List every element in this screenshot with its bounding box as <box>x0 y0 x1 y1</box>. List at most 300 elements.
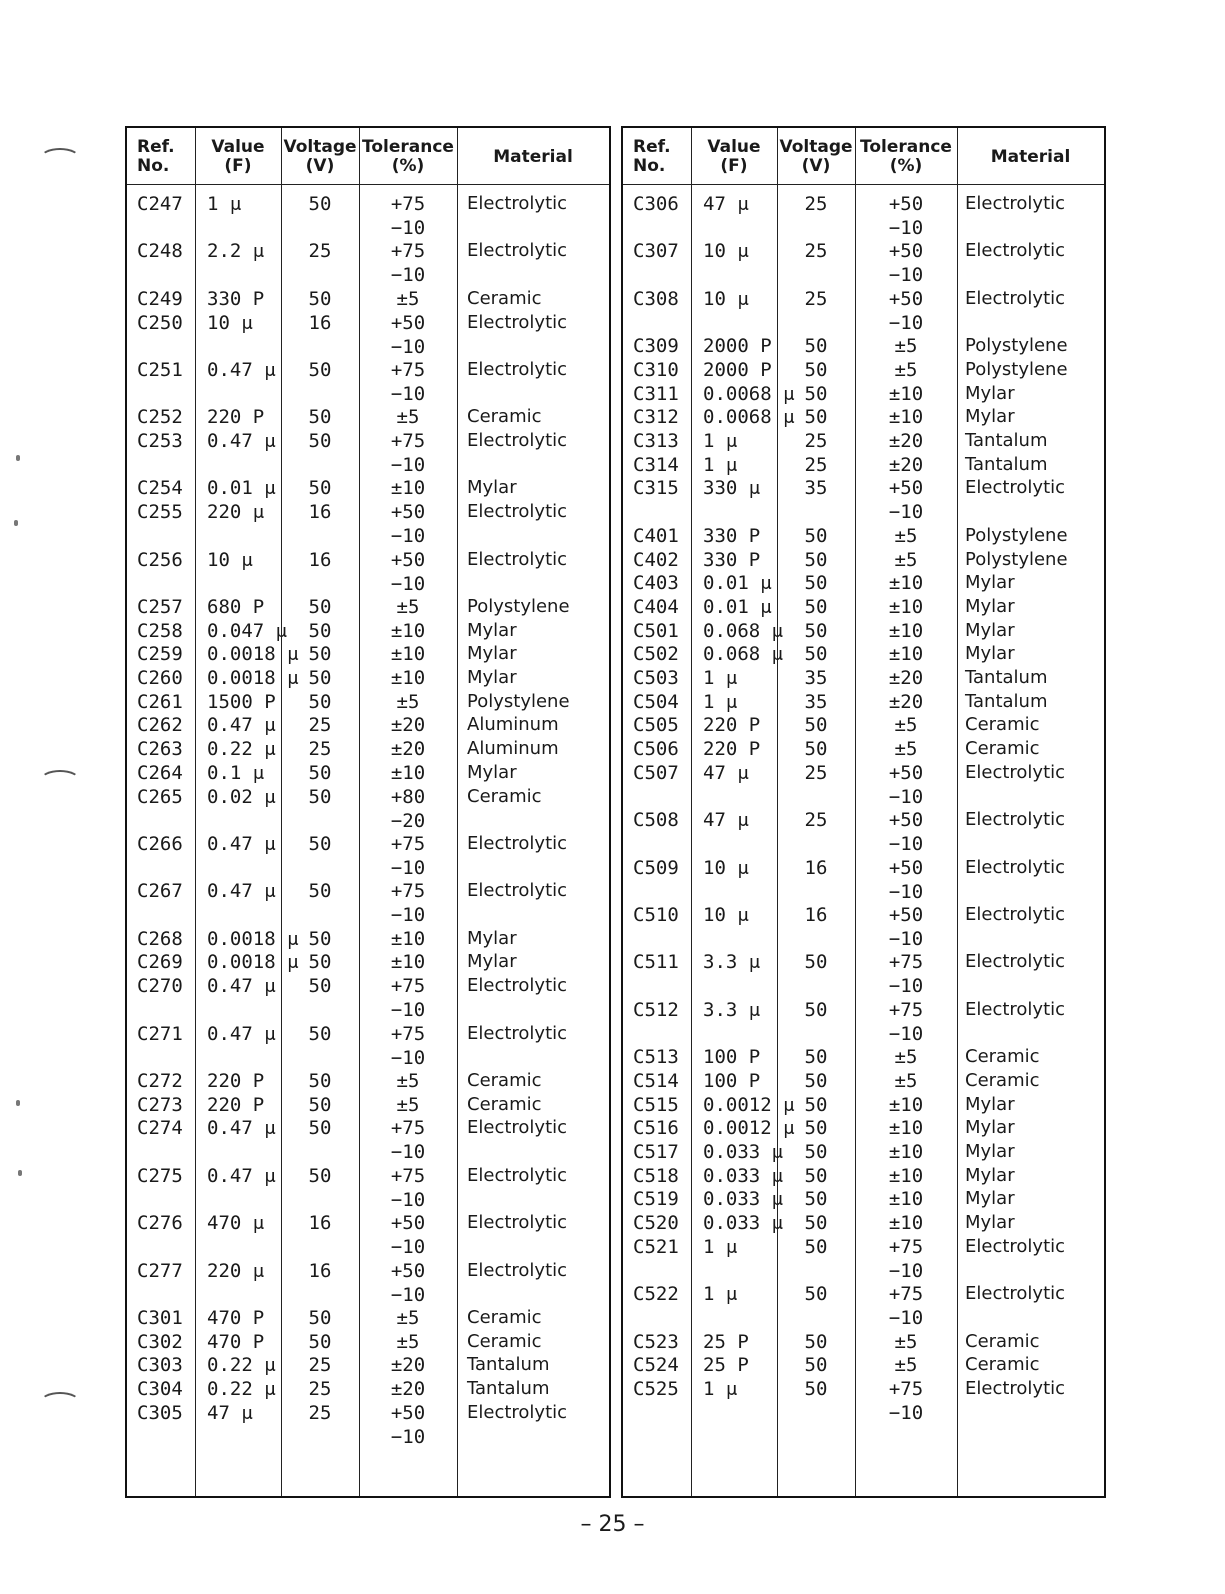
material: Electrolytic <box>467 832 568 854</box>
table-row <box>623 524 1104 548</box>
tolerance-upper: ±5 <box>894 524 918 547</box>
voltage-rating: 50 <box>308 406 332 429</box>
table-row <box>623 476 1104 523</box>
capacitance-value: 0.047 μ <box>207 619 288 642</box>
ref-no: C256 <box>137 548 183 571</box>
tolerance-upper: ±10 <box>888 1141 924 1163</box>
tolerance-upper: ±5 <box>396 406 420 429</box>
capacitance-value: 0.47 μ <box>207 832 276 855</box>
tolerance-upper: +50 <box>390 1259 426 1282</box>
table-row <box>127 1353 609 1377</box>
table-row <box>127 619 609 643</box>
capacitance-value: 2.2 μ <box>207 240 265 263</box>
table-row <box>127 548 609 595</box>
tolerance-upper: ±10 <box>888 643 924 666</box>
table-row <box>623 1069 1104 1093</box>
ref-no: C506 <box>633 738 679 761</box>
table-row <box>127 192 609 239</box>
voltage-rating: 16 <box>308 1212 332 1235</box>
capacitance-value: 220 P <box>703 714 761 737</box>
table-row <box>127 737 609 761</box>
voltage-rating: 50 <box>308 667 332 689</box>
material: Polystylene <box>965 335 1068 357</box>
table-row <box>127 405 609 429</box>
material: Ceramic <box>467 785 542 807</box>
table-row <box>623 453 1104 477</box>
tolerance-lower: −10 <box>390 572 426 595</box>
voltage-rating: 25 <box>804 430 828 452</box>
capacitance-value: 220 P <box>703 738 761 761</box>
material: Electrolytic <box>467 193 568 214</box>
table-row <box>623 1045 1104 1069</box>
tolerance-upper: ±5 <box>894 335 918 358</box>
ref-no: C517 <box>633 1141 679 1163</box>
ref-no: C253 <box>137 430 183 452</box>
capacitance-value: 0.0012 μ <box>703 1117 795 1140</box>
tolerance-upper: ±10 <box>888 1093 924 1116</box>
ref-no: C404 <box>633 595 679 618</box>
material: Mylar <box>467 619 517 641</box>
ref-no: C520 <box>633 1212 679 1235</box>
tolerance-lower: −10 <box>390 525 426 548</box>
material: Electrolytic <box>467 1164 568 1186</box>
tolerance-upper: ±20 <box>888 690 924 713</box>
table-row <box>127 595 609 619</box>
tolerance-upper: ±5 <box>396 1330 420 1353</box>
tolerance-upper: ±20 <box>390 714 426 737</box>
capacitance-value: 100 P <box>703 1046 761 1069</box>
table-row <box>623 619 1104 643</box>
tolerance-lower: −10 <box>888 501 924 524</box>
tolerance-lower: −10 <box>390 1188 426 1211</box>
voltage-rating: 50 <box>804 643 828 666</box>
voltage-rating: 35 <box>804 690 828 713</box>
header-tolerance: Tolerance (%) <box>362 137 454 176</box>
table-row <box>127 1401 609 1448</box>
voltage-rating: 50 <box>804 1046 828 1069</box>
voltage-rating: 50 <box>804 1164 828 1187</box>
tolerance-lower: −10 <box>390 1236 426 1259</box>
ref-no: C313 <box>633 430 679 452</box>
voltage-rating: 16 <box>308 1259 332 1282</box>
capacitance-value: 680 P <box>207 595 265 618</box>
table-row <box>127 642 609 666</box>
material: Mylar <box>965 1141 1015 1162</box>
tolerance-upper: ±20 <box>390 738 426 761</box>
margin-mark <box>40 148 80 168</box>
material: Tantalum <box>965 453 1048 475</box>
tolerance-upper: ±5 <box>894 1330 918 1353</box>
ref-no: C275 <box>137 1164 183 1187</box>
voltage-rating: 50 <box>804 1117 828 1140</box>
capacitance-value: 1 μ <box>207 193 242 215</box>
material: Ceramic <box>965 1069 1040 1091</box>
tolerance-lower: −10 <box>390 1141 426 1164</box>
capacitance-value: 220 P <box>207 1093 265 1116</box>
ref-no: C276 <box>137 1212 183 1235</box>
voltage-rating: 50 <box>804 1354 828 1377</box>
capacitance-value: 47 μ <box>703 193 749 215</box>
voltage-rating: 50 <box>804 951 828 974</box>
margin-mark <box>40 1392 80 1412</box>
tolerance-upper: ±5 <box>396 287 420 310</box>
material: Mylar <box>965 595 1015 617</box>
tolerance-upper: +75 <box>390 832 426 855</box>
capacitance-value: 1 μ <box>703 430 738 452</box>
table-row <box>127 358 609 405</box>
voltage-rating: 50 <box>804 382 828 405</box>
capacitance-value: 10 μ <box>703 904 749 926</box>
ref-no: C277 <box>137 1259 183 1282</box>
table-row <box>127 1377 609 1401</box>
material: Mylar <box>467 643 517 665</box>
table-row <box>623 713 1104 737</box>
voltage-rating: 50 <box>804 1069 828 1092</box>
scan-speck <box>16 455 20 461</box>
capacitance-value: 3.3 μ <box>703 951 761 974</box>
ref-no: C269 <box>137 951 183 974</box>
table-row <box>623 1211 1104 1235</box>
ref-no: C519 <box>633 1188 679 1211</box>
voltage-rating: 50 <box>804 1283 828 1306</box>
table-row <box>127 476 609 500</box>
ref-no: C314 <box>633 453 679 476</box>
tolerance-lower: −10 <box>390 856 426 879</box>
voltage-rating: 50 <box>804 406 828 429</box>
tolerance-upper: ±5 <box>894 1069 918 1092</box>
voltage-rating: 50 <box>308 287 332 310</box>
voltage-rating: 50 <box>308 619 332 642</box>
tolerance-upper: ±5 <box>396 1069 420 1092</box>
ref-no: C273 <box>137 1093 183 1116</box>
material: Electrolytic <box>965 477 1066 499</box>
tolerance-upper: +50 <box>888 193 924 215</box>
scan-speck <box>16 1100 20 1106</box>
tolerance-upper: +50 <box>888 904 924 926</box>
tolerance-upper: +75 <box>390 358 426 381</box>
material: Electrolytic <box>965 809 1066 831</box>
table-row <box>127 429 609 476</box>
material: Ceramic <box>467 1093 542 1115</box>
table-row <box>127 500 609 547</box>
tolerance-upper: ±10 <box>390 619 426 642</box>
tolerance-upper: +50 <box>888 761 924 784</box>
material: Ceramic <box>965 1330 1040 1352</box>
tolerance-lower: −10 <box>888 833 924 856</box>
capacitance-value: 330 P <box>207 287 265 310</box>
capacitance-value: 47 μ <box>703 761 749 784</box>
ref-no: C508 <box>633 809 679 832</box>
ref-no: C249 <box>137 287 183 310</box>
material: Mylar <box>965 1093 1015 1115</box>
capacitance-value: 0.47 μ <box>207 880 276 903</box>
voltage-rating: 16 <box>308 311 332 334</box>
ref-no: C523 <box>633 1330 679 1353</box>
capacitance-value: 330 μ <box>703 477 761 500</box>
table-row <box>623 287 1104 334</box>
voltage-rating: 50 <box>308 975 332 998</box>
capacitance-value: 1 μ <box>703 690 738 713</box>
material: Ceramic <box>965 1354 1040 1376</box>
material: Electrolytic <box>965 193 1066 214</box>
ref-no: C274 <box>137 1117 183 1140</box>
tolerance-upper: ±5 <box>894 548 918 571</box>
ref-no: C309 <box>633 335 679 358</box>
table-row <box>127 311 609 358</box>
material: Electrolytic <box>467 975 568 997</box>
header-value: Value (F) <box>707 137 761 176</box>
ref-no: C261 <box>137 690 183 713</box>
table-row <box>127 832 609 879</box>
voltage-rating: 50 <box>308 430 332 452</box>
tolerance-upper: ±10 <box>888 619 924 642</box>
table-row <box>623 808 1104 855</box>
voltage-rating: 35 <box>804 667 828 689</box>
capacitance-value: 0.47 μ <box>207 1117 276 1140</box>
table-row <box>623 1377 1104 1424</box>
tolerance-upper: +80 <box>390 785 426 808</box>
material: Electrolytic <box>965 240 1066 262</box>
ref-no: C306 <box>633 193 679 215</box>
material: Electrolytic <box>467 880 568 902</box>
capacitance-value: 1 μ <box>703 1283 738 1306</box>
table-row <box>623 737 1104 761</box>
capacitance-value: 25 P <box>703 1330 749 1353</box>
material: Electrolytic <box>467 501 568 523</box>
voltage-rating: 50 <box>308 927 332 950</box>
table-row <box>623 429 1104 453</box>
tolerance-upper: ±5 <box>396 1093 420 1116</box>
ref-no: C251 <box>137 358 183 381</box>
voltage-rating: 25 <box>308 738 332 761</box>
voltage-rating: 50 <box>308 690 332 713</box>
table-row <box>127 690 609 714</box>
ref-no: C260 <box>137 667 183 689</box>
tolerance-lower: −10 <box>390 454 426 476</box>
voltage-rating: 16 <box>804 856 828 879</box>
tolerance-upper: ±10 <box>390 927 426 950</box>
material: Mylar <box>965 643 1015 665</box>
table-row <box>127 1116 609 1163</box>
table-row <box>623 405 1104 429</box>
tolerance-upper: ±10 <box>888 1164 924 1187</box>
tolerance-upper: ±10 <box>390 667 426 689</box>
tolerance-upper: ±20 <box>390 1354 426 1377</box>
tolerance-lower: −10 <box>390 999 426 1022</box>
table-row <box>623 761 1104 808</box>
tolerance-upper: +75 <box>390 240 426 263</box>
header-material: Material <box>493 146 573 167</box>
capacitance-value: 0.033 μ <box>703 1141 784 1163</box>
ref-no: C505 <box>633 714 679 737</box>
material: Mylar <box>965 1212 1015 1234</box>
voltage-rating: 25 <box>804 809 828 832</box>
table-row <box>623 571 1104 595</box>
tolerance-upper: ±5 <box>396 690 420 713</box>
material: Mylar <box>467 951 517 973</box>
tolerance-upper: +75 <box>888 1378 924 1400</box>
ref-no: C305 <box>137 1401 183 1424</box>
capacitance-value: 0.01 μ <box>207 477 276 500</box>
ref-no: C266 <box>137 832 183 855</box>
material: Polystylene <box>965 548 1068 570</box>
ref-no: C301 <box>137 1306 183 1329</box>
voltage-rating: 25 <box>308 1401 332 1424</box>
voltage-rating: 25 <box>804 287 828 310</box>
tolerance-lower: −10 <box>888 785 924 808</box>
voltage-rating: 50 <box>804 358 828 381</box>
table-row <box>623 690 1104 714</box>
ref-no: C312 <box>633 406 679 429</box>
ref-no: C502 <box>633 643 679 666</box>
tolerance-upper: ±10 <box>888 595 924 618</box>
ref-no: C525 <box>633 1378 679 1400</box>
material: Mylar <box>965 1117 1015 1139</box>
ref-no: C403 <box>633 572 679 595</box>
voltage-rating: 16 <box>804 904 828 926</box>
tolerance-upper: +50 <box>390 1401 426 1424</box>
ref-no: C270 <box>137 975 183 998</box>
voltage-rating: 50 <box>804 998 828 1021</box>
material: Electrolytic <box>467 1117 568 1139</box>
tolerance-lower: −10 <box>390 904 426 927</box>
tolerance-upper: ±5 <box>894 738 918 761</box>
tolerance-upper: +75 <box>888 998 924 1021</box>
voltage-rating: 50 <box>804 1093 828 1116</box>
ref-no: C257 <box>137 595 183 618</box>
tolerance-upper: +50 <box>390 501 426 524</box>
material: Mylar <box>467 927 517 949</box>
material: Electrolytic <box>965 287 1066 309</box>
voltage-rating: 16 <box>308 501 332 524</box>
tolerance-upper: ±10 <box>390 951 426 974</box>
ref-no: C248 <box>137 240 183 263</box>
voltage-rating: 50 <box>308 643 332 666</box>
capacitance-value: 0.0018 μ <box>207 643 299 666</box>
tolerance-upper: ±20 <box>390 1378 426 1400</box>
material: Electrolytic <box>467 311 568 333</box>
capacitance-value: 25 P <box>703 1354 749 1377</box>
tolerance-upper: +75 <box>888 951 924 974</box>
ref-no: C515 <box>633 1093 679 1116</box>
tolerance-lower: −10 <box>888 311 924 334</box>
voltage-rating: 50 <box>308 951 332 974</box>
tolerance-upper: +75 <box>390 1164 426 1187</box>
tolerance-lower: −10 <box>888 1307 924 1330</box>
voltage-rating: 50 <box>308 1117 332 1140</box>
voltage-rating: 50 <box>804 524 828 547</box>
voltage-rating: 50 <box>308 1069 332 1092</box>
table-row <box>623 595 1104 619</box>
capacitance-value: 100 P <box>703 1069 761 1092</box>
material: Ceramic <box>965 1046 1040 1068</box>
table-row <box>127 974 609 1021</box>
tolerance-upper: ±20 <box>888 667 924 689</box>
ref-no: C513 <box>633 1046 679 1069</box>
ref-no: C252 <box>137 406 183 429</box>
voltage-rating: 25 <box>804 761 828 784</box>
table-row <box>623 856 1104 903</box>
material: Mylar <box>965 1188 1015 1210</box>
table-row <box>623 239 1104 286</box>
table-row <box>127 785 609 832</box>
tolerance-upper: ±10 <box>390 477 426 500</box>
tolerance-lower: −20 <box>390 809 426 832</box>
ref-no: C524 <box>633 1354 679 1377</box>
material: Electrolytic <box>965 761 1066 783</box>
ref-no: C272 <box>137 1069 183 1092</box>
voltage-rating: 50 <box>804 738 828 761</box>
tolerance-upper: ±5 <box>396 1306 420 1329</box>
tolerance-upper: +75 <box>390 430 426 452</box>
tolerance-upper: +50 <box>888 856 924 879</box>
voltage-rating: 50 <box>308 832 332 855</box>
voltage-rating: 50 <box>804 1212 828 1235</box>
table-row <box>623 1282 1104 1329</box>
capacitance-value: 0.033 μ <box>703 1164 784 1187</box>
material: Ceramic <box>467 1330 542 1352</box>
table-row <box>623 903 1104 950</box>
ref-no: C258 <box>137 619 183 642</box>
material: Electrolytic <box>467 1022 568 1044</box>
ref-no: C510 <box>633 904 679 926</box>
capacitance-value: 1 μ <box>703 1235 738 1258</box>
ref-no: C504 <box>633 690 679 713</box>
ref-no: C250 <box>137 311 183 334</box>
table-row <box>127 1211 609 1258</box>
tolerance-upper: ±10 <box>390 643 426 666</box>
table-row <box>127 666 609 690</box>
table-row <box>623 666 1104 690</box>
tolerance-upper: ±10 <box>888 382 924 405</box>
material: Electrolytic <box>965 856 1066 878</box>
header-ref: Ref. No. <box>633 137 671 176</box>
header-material: Material <box>990 146 1071 167</box>
ref-no: C507 <box>633 761 679 784</box>
tolerance-upper: ±5 <box>894 714 918 737</box>
table-row <box>127 950 609 974</box>
table-row <box>127 1259 609 1306</box>
material: Polystylene <box>965 524 1068 546</box>
material: Mylar <box>965 1164 1015 1186</box>
capacitor-table-right <box>621 126 1106 1498</box>
capacitance-value: 220 μ <box>207 1259 265 1282</box>
table-row <box>623 950 1104 997</box>
material: Mylar <box>467 761 517 783</box>
voltage-rating: 25 <box>804 193 828 215</box>
voltage-rating: 50 <box>804 1188 828 1211</box>
tolerance-upper: +75 <box>390 1117 426 1140</box>
voltage-rating: 50 <box>804 1330 828 1353</box>
margin-mark <box>40 770 80 790</box>
material: Polystylene <box>965 358 1068 380</box>
capacitance-value: 0.47 μ <box>207 714 276 737</box>
material: Tantalum <box>467 1378 550 1399</box>
material: Mylar <box>965 572 1015 594</box>
capacitance-value: 3.3 μ <box>703 998 761 1021</box>
voltage-rating: 25 <box>804 453 828 476</box>
tolerance-lower: −10 <box>888 928 924 950</box>
capacitance-value: 470 P <box>207 1306 265 1329</box>
capacitance-value: 0.033 μ <box>703 1212 784 1235</box>
material: Mylar <box>965 406 1015 428</box>
ref-no: C522 <box>633 1283 679 1306</box>
material: Electrolytic <box>965 1283 1066 1305</box>
table-row <box>127 1022 609 1069</box>
voltage-rating: 25 <box>308 1354 332 1377</box>
table-row <box>127 1069 609 1093</box>
ref-no: C310 <box>633 358 679 381</box>
